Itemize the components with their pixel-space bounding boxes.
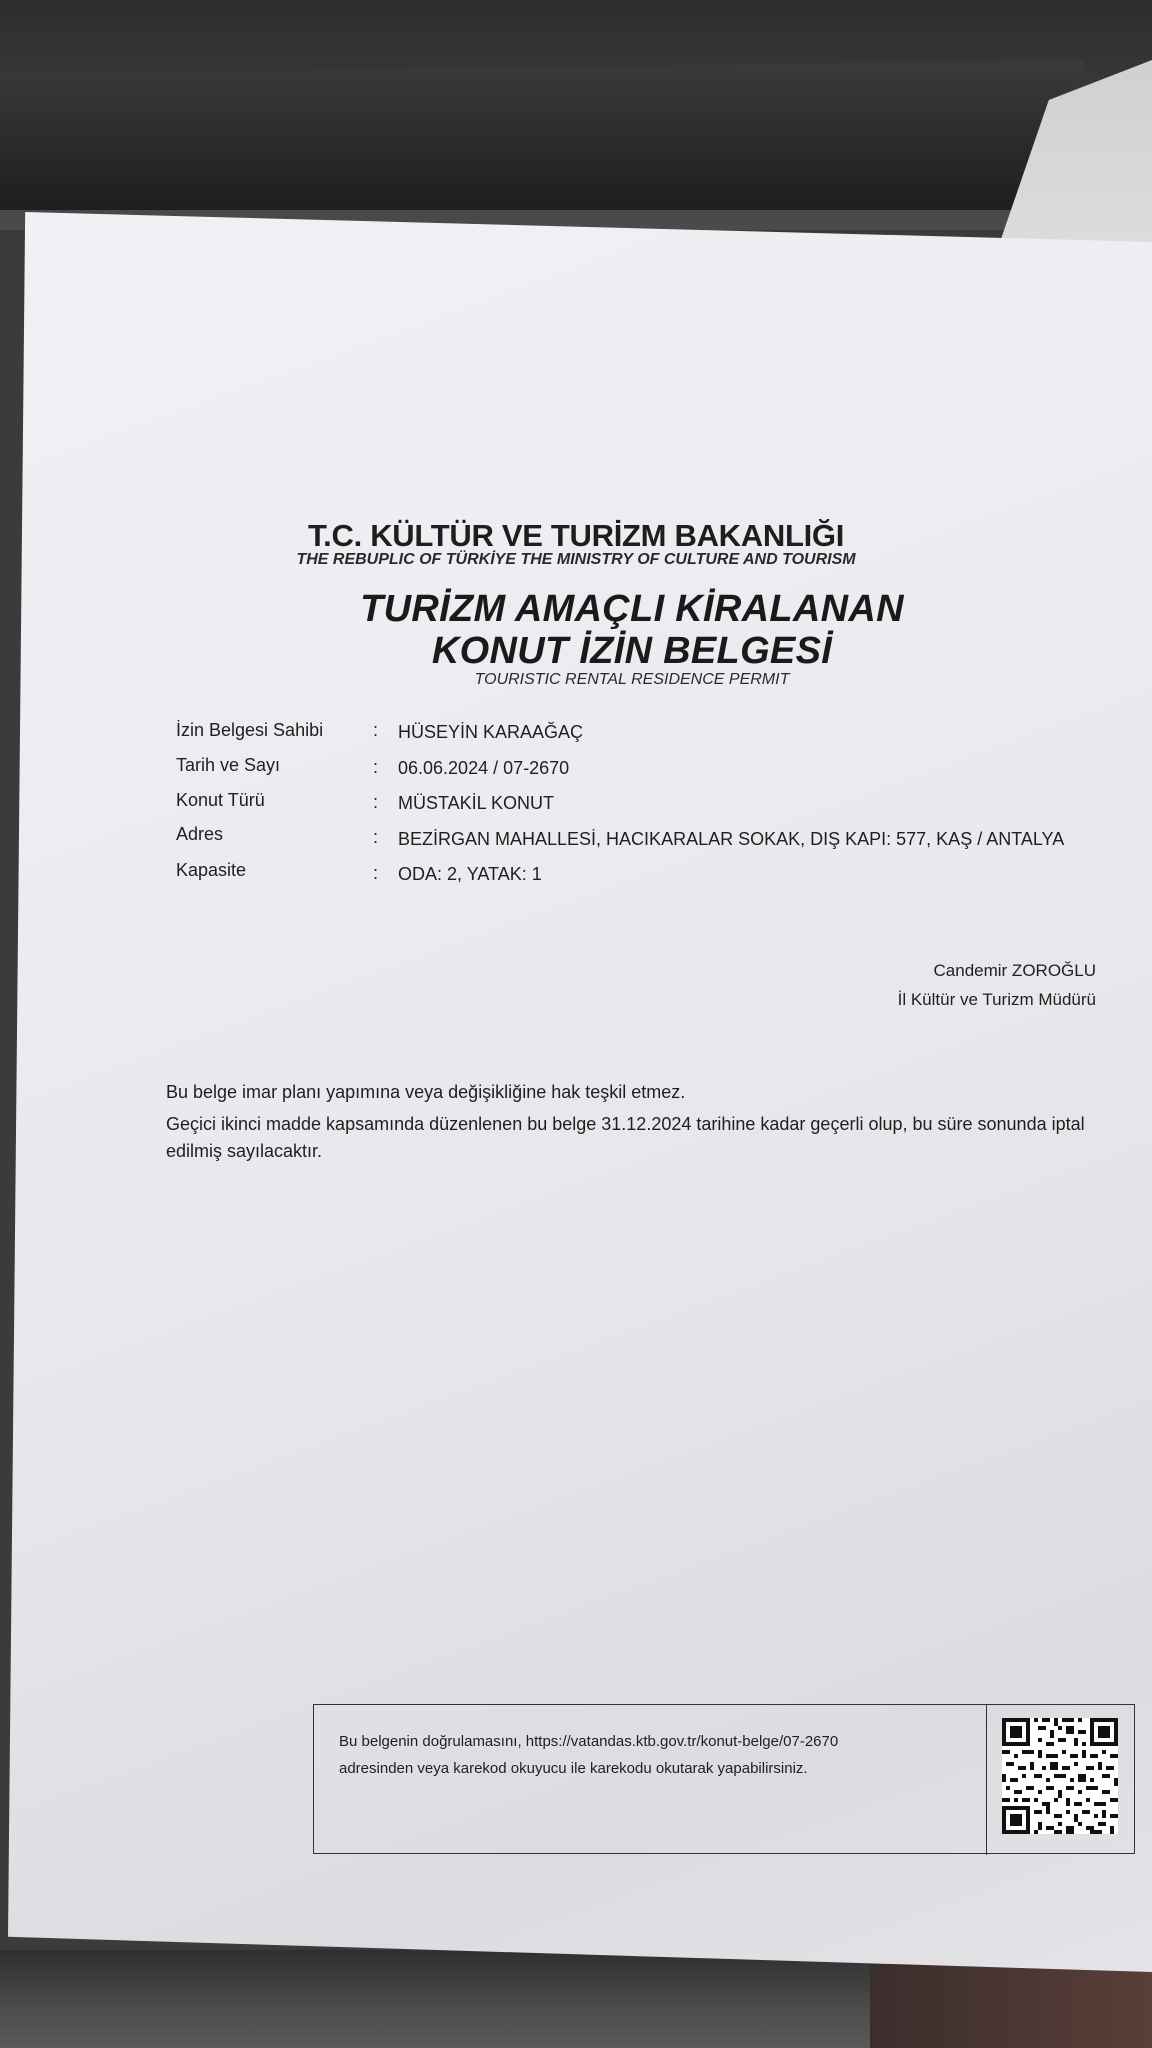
document-title-english: TOURISTIC RENTAL RESIDENCE PERMIT: [474, 671, 790, 688]
field-separator: :: [373, 827, 379, 847]
field-label-date-number: Tarih ve Sayı: [176, 755, 281, 775]
ministry-heading: T.C. KÜLTÜR VE TURİZM BAKANLIĞI: [307, 518, 845, 553]
signatory-title: İl Kültür ve Turizm Müdürü: [897, 990, 1096, 1009]
field-value-residence-type: MÜSTAKİL KONUT: [398, 793, 555, 813]
field-separator: :: [373, 792, 379, 812]
field-label-residence-type: Konut Türü: [176, 790, 265, 810]
note-line-1: Bu belge imar planı yapımına veya değişikliğine hak teşkil etmez.: [166, 1082, 686, 1102]
qr-code-icon: [1002, 1718, 1118, 1834]
ministry-heading-english: THE REBUPLIC OF TÜRKİYE THE MINISTRY OF CULTURE AND TOURISM: [296, 551, 856, 568]
field-value-date-number: 06.06.2024 / 07-2670: [398, 758, 570, 778]
note-line-2: Geçici ikinci madde kapsamında düzenlenen bu belge 31.12.2024 tarihine kadar geçerli olup, bu süre sonunda iptal: [166, 1114, 1085, 1134]
note-line-3: edilmiş sayılacaktır.: [166, 1141, 323, 1161]
field-separator: :: [373, 863, 379, 883]
field-label-address: Adres: [176, 824, 224, 844]
signatory-name: Candemir ZOROĞLU: [933, 961, 1096, 980]
field-label-holder: İzin Belgesi Sahibi: [176, 720, 324, 740]
field-separator: :: [373, 757, 379, 777]
verification-text-line-1: Bu belgenin doğrulamasını, https://vatandas.ktb.gov.tr/konut-belge/07-2670: [339, 1733, 839, 1750]
verification-text-line-2: adresinden veya karekod okuyucu ile karekodu okutarak yapabilirsiniz.: [339, 1760, 808, 1777]
field-separator: :: [373, 720, 379, 740]
field-value-holder: HÜSEYİN KARAAĞAÇ: [398, 722, 584, 742]
verification-divider: [986, 1704, 987, 1855]
field-value-address: BEZİRGAN MAHALLESİ, HACIKARALAR SOKAK, DIŞ KAPI: 577, KAŞ / ANTALYA: [398, 829, 1065, 849]
field-value-capacity: ODA: 2, YATAK: 1: [398, 864, 542, 884]
document-title-line-1: TURİZM AMAÇLI KİRALANAN: [360, 588, 904, 630]
document-title-line-2: KONUT İZİN BELGESİ: [431, 630, 833, 672]
field-label-capacity: Kapasite: [176, 860, 247, 880]
